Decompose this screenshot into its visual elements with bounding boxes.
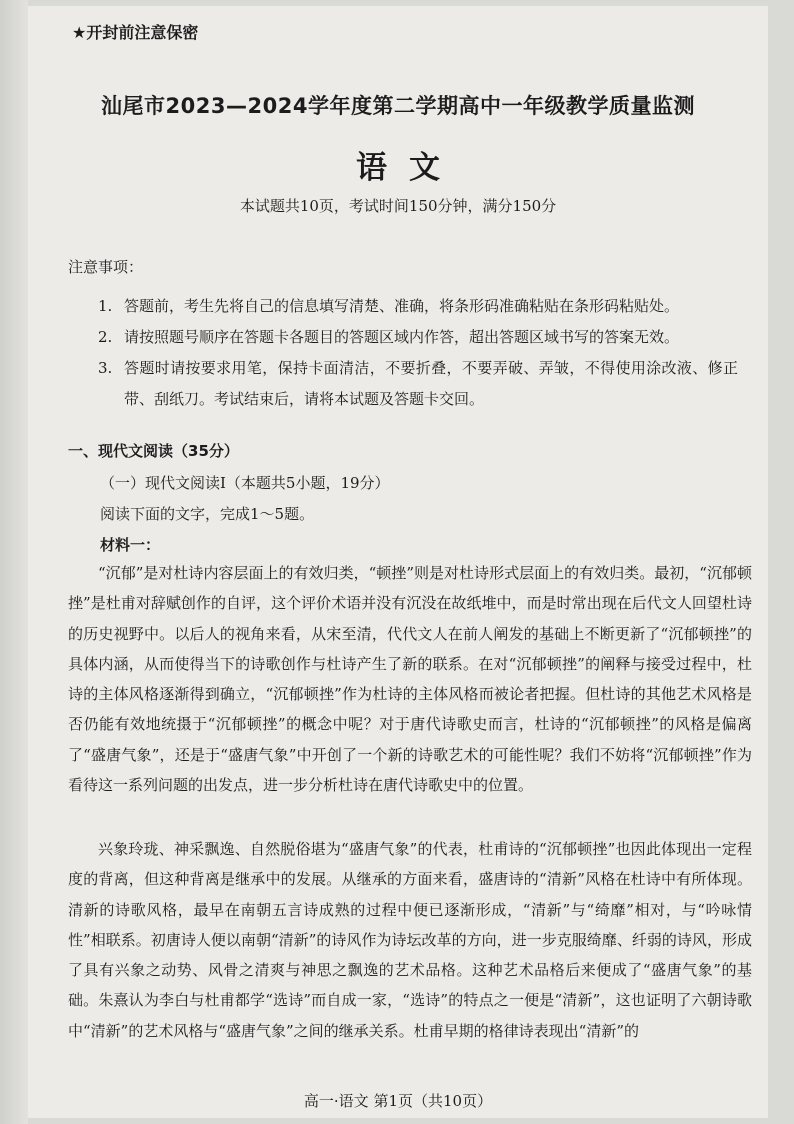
page-edge-shadow — [0, 0, 28, 1124]
notes-heading: 注意事项： — [68, 258, 144, 276]
note-text: 请按照题号顺序在答题卡各题目的答题区域内作答，超出答题区域书写的答案无效。 — [124, 328, 680, 346]
note-text: 答题时请按要求用笔，保持卡面清洁，不要折叠，不要弄破、弄皱，不得使用涂改液、修正带、刮纸刀。考试结束后，请将本试题及答题卡交回。 — [124, 359, 738, 408]
note-item — [98, 353, 738, 415]
exam-info: 本试题共10页，考试时间150分钟，满分150分 — [239, 197, 557, 215]
note-item — [98, 322, 738, 353]
reading-instruction: 阅读下面的文字，完成1～5题。 — [100, 505, 315, 523]
exam-title: 汕尾市2023—2024学年度第二学期高中一年级教学质量监测 — [101, 94, 695, 118]
note-number: 2. — [98, 328, 113, 346]
note-number: 1. — [98, 297, 113, 315]
body-paragraph: “沉郁”是对杜诗内容层面上的有效归类，“顿挫”则是对杜诗形式层面上的有效归类。最初，“沉郁顿挫”是杜甫对辞赋创作的自评，这个评价术语并没有沉没在故纸堆中，而是时常出现在后代文人回望杜诗的历史视野中。以后人的视角来看，从宋至清，代代文人在前人阐发的基础上不断更新了“沉郁顿挫”的具体内涵，从而使得当下的诗歌创作与杜诗产生了新的联系。在对“沉郁顿挫”的阐释与接受过程中，杜诗的主体风格逐渐得到确立，“沉郁顿挫”作为杜诗的主体风格而被论者把握。但杜诗的其他艺术风格是否仍能有效地统摄于“沉郁顿挫”的概念中呢？对于唐代诗歌史而言，杜诗的“沉郁顿挫”的风格是偏离了“盛唐气象”，还是于“盛唐气象”中开创了一个新的诗歌艺术的可能性呢？我们不妨将“沉郁顿挫”作为看待这一系列问题的出发点，进一步分析杜诗在唐代诗歌史中的位置。 — [68, 564, 752, 795]
note-number: 3. — [98, 359, 113, 377]
material-label: 材料一： — [100, 536, 161, 554]
confidential-notice: ★开封前注意保密 — [72, 23, 199, 42]
note-item — [98, 291, 738, 322]
section-heading: 一、现代文阅读（35分） — [68, 442, 239, 460]
page-footer: 高一·语文 第1页（共10页） — [303, 1092, 493, 1110]
subsection-heading: （一）现代文阅读Ⅰ（本题共5小题，19分） — [100, 474, 390, 492]
exam-page — [28, 6, 768, 1118]
note-text: 答题前，考生先将自己的信息填写清楚、准确，将条形码准确粘贴在条形码粘贴处。 — [124, 297, 680, 315]
subject-title: 语文 — [356, 150, 462, 186]
body-paragraph: 兴象玲珑、神采飘逸、自然脱俗堪为“盛唐气象”的代表，杜甫诗的“沉郁顿挫”也因此体现出一定程度的背离，但这种背离是继承中的发展。从继承的方面来看，盛唐诗的“清新”风格在杜诗中有所体现。清新的诗歌风格，最早在南朝五言诗成熟的过程中便已逐渐形成，“清新”与“绮靡”相对，与“吟咏情性”相联系。初唐诗人便以南朝“清新”的诗风作为诗坛改革的方向，进一步克服绮靡、纤弱的诗风，形成了具有兴象之动势、风骨之清爽与神思之飘逸的艺术品格。这种艺术品格后来便成了“盛唐气象”的基础。朱熹认为李白与杜甫都学“选诗”而自成一家，“选诗”的特点之一便是“清新”，这也证明了六朝诗歌中“清新”的艺术风格与“盛唐气象”之间的继承关系。杜甫早期的格律诗表现出“清新”的 — [68, 840, 752, 1040]
